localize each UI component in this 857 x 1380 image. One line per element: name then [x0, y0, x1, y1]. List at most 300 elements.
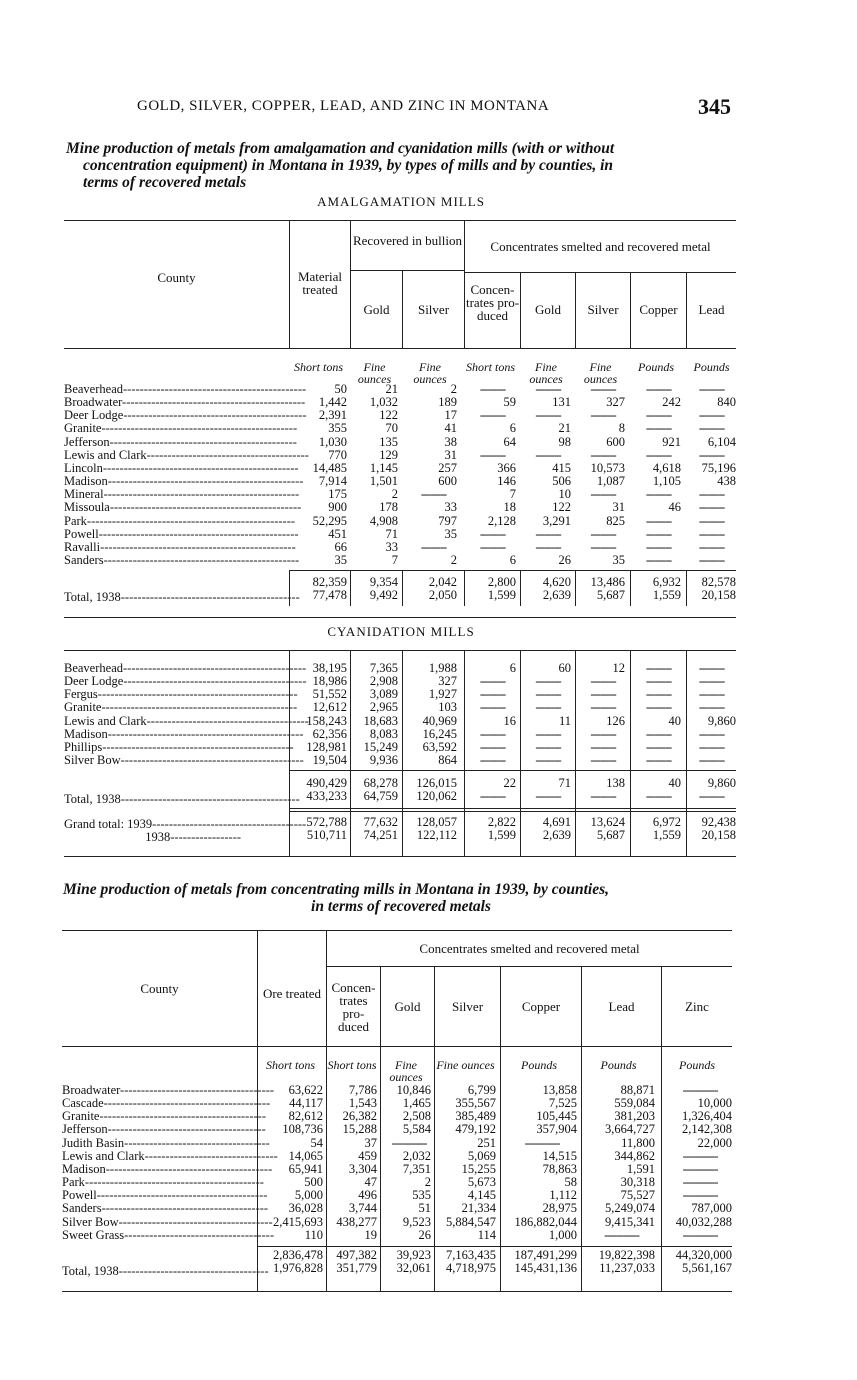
empty-cell: -----------	[682, 1188, 718, 1203]
table-cell: 12,612	[312, 700, 347, 715]
county-label: Park-------------------------------------------	[62, 1175, 264, 1190]
table-cell: 921	[662, 434, 681, 449]
table-cell: 78,863	[542, 1161, 577, 1176]
rule	[289, 570, 736, 571]
table-cell: 6,104	[707, 434, 736, 449]
total-cell: 2,800	[487, 575, 516, 589]
table-cell: 62,356	[312, 726, 347, 741]
table-cell: 50	[334, 382, 347, 396]
table-cell: 600	[438, 474, 457, 489]
table-cell: 2,415,693	[273, 1214, 323, 1229]
empty-cell: --------	[479, 674, 506, 689]
total-1938-cell: 433,233	[306, 789, 347, 803]
empty-cell: --------	[645, 661, 672, 675]
table-cell: 10	[558, 487, 571, 502]
empty-cell: -----------	[682, 1175, 718, 1190]
total-cell: 497,382	[336, 1248, 377, 1262]
empty-cell: --------	[420, 539, 447, 554]
county-label: Deer Lodge--------------------------------------------	[64, 674, 307, 689]
table-cell: 108,736	[282, 1122, 323, 1137]
rule	[326, 1046, 327, 1291]
empty-cell: --------	[645, 700, 672, 715]
empty-cell: --------	[645, 447, 672, 462]
county-label: Granite-----------------------------------------------	[64, 421, 298, 436]
county-label: Sanders----------------------------------------	[62, 1201, 269, 1216]
table-cell: 11	[558, 713, 571, 728]
empty-cell: --------	[479, 739, 506, 754]
empty-cell: --------	[479, 408, 506, 423]
table-cell: 1,000	[548, 1227, 577, 1242]
total-cell: 39,923	[396, 1248, 431, 1262]
header-recovered-bullion: Recovered in bullion	[352, 233, 463, 248]
table-cell: 2,391	[318, 408, 347, 423]
county-label: Lewis and Clark--------------------------------	[62, 1148, 278, 1163]
total-cell: 71	[558, 776, 571, 790]
table-cell: 103	[438, 700, 457, 715]
running-header	[0, 96, 857, 120]
table-cell: 40,032,288	[675, 1214, 732, 1229]
table-cell: 355,567	[455, 1096, 496, 1111]
rule	[686, 570, 687, 606]
table-cell: 5,000	[294, 1188, 323, 1203]
table-cell: 1,988	[428, 661, 457, 675]
table-cell: 135	[379, 434, 398, 449]
empty-cell: --------	[535, 674, 561, 689]
table-cell: 31	[612, 500, 625, 515]
table-cell: 438,277	[336, 1214, 377, 1229]
table-cell: 122	[379, 408, 398, 423]
rule	[630, 570, 631, 606]
table-cell: 3,291	[542, 513, 571, 528]
table-cell: 110	[304, 1227, 323, 1242]
empty-cell: --------	[590, 447, 616, 462]
rule	[686, 650, 687, 856]
total-1938-cell: 5,561,167	[682, 1261, 732, 1275]
rule	[575, 650, 576, 856]
rule	[661, 1046, 662, 1291]
county-label: Mineral-----------------------------------------------	[64, 487, 300, 502]
empty-cell: -----------	[524, 1135, 560, 1150]
table-cell: 59	[503, 395, 516, 410]
grand-total-cell: 572,788	[306, 815, 347, 829]
total-1938-cell: 2,050	[428, 588, 457, 602]
table-cell: 3,664,727	[605, 1122, 655, 1137]
empty-cell: --------	[590, 526, 616, 541]
table-cell: 131	[552, 395, 571, 410]
rule	[575, 570, 576, 606]
empty-cell: --------	[698, 382, 725, 396]
empty-cell: --------	[479, 382, 506, 396]
header-copper: Copper	[639, 302, 678, 317]
unit-label: Fine ounces	[357, 360, 392, 386]
total-cell: 9,860	[707, 776, 736, 790]
table-cell: 75,527	[620, 1188, 655, 1203]
total-1938-cell: 64,759	[363, 789, 398, 803]
empty-cell: --------	[645, 526, 672, 541]
table-cell: 44,117	[289, 1096, 323, 1111]
table2-title	[63, 881, 739, 915]
table-cell: 535	[412, 1188, 431, 1203]
table-cell: 327	[606, 395, 625, 410]
table-cell: 15,249	[363, 739, 398, 754]
empty-cell: --------	[645, 382, 672, 396]
county-label: Ravalli-----------------------------------------------	[64, 539, 296, 554]
table-cell: 825	[606, 513, 625, 528]
table-cell: 7,525	[548, 1096, 577, 1111]
table-cell: 65,941	[288, 1161, 323, 1176]
table-cell: 70	[385, 421, 398, 436]
empty-cell: --------	[698, 421, 725, 436]
empty-cell: --------	[590, 487, 616, 502]
unit-label: Pounds	[521, 1058, 557, 1072]
table-cell: 9,860	[707, 713, 736, 728]
table-cell: 19	[364, 1227, 377, 1242]
total-cell: 40	[668, 776, 681, 790]
empty-cell: --------	[698, 726, 725, 741]
grand-1938-cell: 122,112	[416, 828, 457, 842]
table-cell: 2,508	[402, 1109, 431, 1124]
header-concentrates-group: Concentrates smelted and recovered metal	[419, 941, 640, 956]
unit-label: Pounds	[679, 1058, 715, 1072]
total-cell: 13,486	[590, 575, 625, 589]
grand-total-cell: 4,691	[542, 815, 571, 829]
header-silver: Silver	[451, 999, 484, 1014]
table-cell: 770	[328, 447, 347, 462]
total-1938-cell: 4,718,975	[446, 1261, 496, 1275]
empty-cell: --------	[535, 539, 561, 554]
total-1938-cell: 120,062	[416, 789, 457, 803]
total-1938-cell: 32,061	[396, 1261, 431, 1275]
table-cell: 8,083	[369, 726, 398, 741]
county-label: Sanders-----------------------------------------------	[64, 552, 300, 567]
county-label: Silver Bow-------------------------------------	[62, 1214, 273, 1229]
table-cell: 21	[385, 382, 398, 396]
empty-cell: --------	[590, 739, 616, 754]
table-cell: 10,000	[697, 1096, 732, 1111]
total-1938-cell: 20,158	[701, 588, 736, 602]
table-cell: 33	[444, 500, 457, 515]
table-cell: 496	[358, 1188, 377, 1203]
empty-cell: --------	[535, 789, 561, 803]
grand-total-cell: 6,972	[652, 815, 681, 829]
section-amalgamation: AMALGAMATION MILLS	[317, 194, 485, 209]
table-cell: 10,573	[590, 460, 625, 475]
table-cell: 251	[477, 1135, 496, 1150]
county-label: Lewis and Clark---------------------------------------	[64, 447, 309, 462]
total-1938-cell: 77,478	[312, 588, 347, 602]
empty-cell: --------	[698, 500, 725, 515]
empty-cell: --------	[590, 700, 616, 715]
empty-cell: --------	[420, 487, 447, 502]
unit-label: Pounds	[693, 360, 730, 374]
table-cell: 21,334	[461, 1201, 496, 1216]
table2-title-line: Mine production of metals from concentrating mills in Montana in 1939, by counties,	[63, 881, 610, 898]
table-cell: 355	[328, 421, 347, 436]
unit-label: Short tons	[265, 1058, 315, 1072]
county-label: Granite----------------------------------------	[62, 1109, 266, 1124]
grand-1938-cell: 5,687	[596, 828, 625, 842]
table-cell: 500	[304, 1175, 323, 1190]
rule	[464, 272, 736, 273]
table-cell: 17	[444, 408, 457, 423]
header-gold: Gold	[363, 302, 390, 317]
table1-title	[66, 140, 614, 191]
table-cell: 16	[503, 713, 516, 728]
table-cell: 5,249,074	[605, 1201, 655, 1216]
table-cell: 5,584	[402, 1122, 431, 1137]
table-cell: 344,862	[614, 1148, 655, 1163]
table-cell: 28,975	[542, 1201, 577, 1216]
table-cell: 186,882,044	[514, 1214, 577, 1229]
county-label: Missoula----------------------------------------------	[64, 500, 302, 515]
empty-cell: --------	[479, 789, 506, 803]
county-label: Beaverhead--------------------------------------------	[64, 382, 307, 396]
grand-total-cell: 77,632	[363, 815, 398, 829]
rule	[64, 348, 736, 349]
table-cell: 6	[509, 661, 516, 675]
table-cell: 415	[552, 460, 571, 475]
table-cell: 5,673	[467, 1175, 496, 1190]
table-cell: 129	[379, 447, 398, 462]
table-cell: 14,065	[288, 1148, 323, 1163]
table-cell: 40,969	[422, 713, 457, 728]
table-cell: 33	[385, 539, 398, 554]
rule	[62, 1046, 732, 1047]
table-cell: 18	[503, 500, 516, 515]
county-label: Deer Lodge--------------------------------------------	[64, 408, 307, 423]
table-cell: 9,523	[402, 1214, 431, 1229]
county-label: Madison-----------------------------------------------	[64, 474, 304, 489]
table-cell: 2	[450, 552, 457, 567]
table-cell: 6	[509, 421, 516, 436]
table-cell: 385,489	[455, 1109, 496, 1124]
empty-cell: --------	[590, 687, 616, 702]
empty-cell: --------	[535, 700, 561, 715]
table-cell: 26	[558, 552, 571, 567]
total-cell: 2,836,478	[273, 1248, 323, 1262]
table-cell: 21	[558, 421, 571, 436]
table-cell: 18,986	[312, 674, 347, 689]
table-cell: 38,195	[312, 661, 347, 675]
empty-cell: --------	[479, 700, 506, 715]
table-cell: 5,069	[467, 1148, 496, 1163]
table-cell: 82,612	[288, 1109, 323, 1124]
total-1938-cell: 1,599	[487, 588, 516, 602]
total-cell: 126,015	[416, 776, 457, 790]
table-cell: 1,442	[318, 395, 347, 410]
rule	[64, 220, 736, 221]
table1-title-line: concentration equipment) in Montana in 1939, by types of mills and by counties, in	[83, 157, 614, 174]
table-cell: 31	[444, 447, 457, 462]
empty-cell: --------	[698, 513, 725, 528]
table-cell: 2	[391, 487, 398, 502]
empty-cell: --------	[590, 753, 616, 768]
total-cell: 6,932	[652, 575, 681, 589]
county-label: Fergus------------------------------------------------	[64, 687, 298, 702]
empty-cell: --------	[645, 487, 672, 502]
table-cell: 88,871	[620, 1083, 655, 1097]
header-concentrates-produced: Concen- trates pro- duced	[331, 980, 376, 1034]
total-cell: 4,620	[542, 575, 571, 589]
table-cell: 8	[618, 421, 625, 436]
table-cell: 1,591	[626, 1161, 655, 1176]
rule	[520, 570, 521, 606]
grand-total-label: Grand total: 1939-------------------------------------	[64, 817, 307, 831]
table-cell: 41	[444, 421, 457, 436]
empty-cell: --------	[535, 687, 561, 702]
empty-cell: --------	[535, 447, 561, 462]
rule	[257, 1046, 258, 1291]
table-cell: 14,515	[542, 1148, 577, 1163]
empty-cell: --------	[590, 674, 616, 689]
empty-cell: --------	[479, 539, 506, 554]
empty-cell: --------	[590, 382, 616, 396]
empty-cell: --------	[698, 526, 725, 541]
rule	[62, 930, 732, 931]
table-cell: 4,618	[652, 460, 681, 475]
grand-1938-label: 1938-----------------	[64, 830, 242, 844]
rule	[581, 1046, 582, 1291]
empty-cell: --------	[590, 408, 616, 423]
total-1938-cell: 11,237,033	[599, 1261, 655, 1275]
total-1938-label: Total, 1938------------------------------------	[62, 1264, 269, 1278]
rule	[64, 856, 736, 857]
total-1938-cell: 9,492	[369, 588, 398, 602]
table-cell: 7,914	[318, 474, 347, 489]
table-cell: 1,030	[318, 434, 347, 449]
table-cell: 1,326,404	[682, 1109, 732, 1124]
county-label: Park--------------------------------------------------	[64, 513, 296, 528]
empty-cell: --------	[698, 487, 725, 502]
table-cell: 105,445	[536, 1109, 577, 1124]
empty-cell: -----------	[682, 1161, 718, 1176]
table-cell: 4,145	[467, 1188, 496, 1203]
table-cell: 114	[477, 1227, 496, 1242]
table-cell: 1,032	[369, 395, 398, 410]
total-1938-cell: 1,559	[652, 588, 681, 602]
total-1938-cell: 351,779	[336, 1261, 377, 1275]
grand-1938-cell: 2,639	[542, 828, 571, 842]
table-cell: 126	[606, 713, 625, 728]
header-copper: Copper	[521, 999, 561, 1014]
county-label: Silver Bow--------------------------------------------	[64, 753, 304, 768]
grand-1938-cell: 510,711	[306, 828, 347, 842]
total-cell: 138	[606, 776, 625, 790]
table-cell: 6	[509, 552, 516, 567]
table-cell: 2,032	[402, 1148, 431, 1163]
table-cell: 7	[509, 487, 516, 502]
county-label: Lincoln-----------------------------------------------	[64, 460, 299, 475]
table-cell: 158,243	[306, 713, 347, 728]
empty-cell: -----------	[682, 1083, 718, 1097]
rule	[289, 650, 290, 856]
table-cell: 46	[668, 500, 681, 515]
empty-cell: --------	[698, 661, 725, 675]
empty-cell: --------	[535, 408, 561, 423]
grand-1938-cell: 1,559	[652, 828, 681, 842]
county-label: Sweet Grass------------------------------------	[62, 1227, 274, 1242]
empty-cell: --------	[645, 739, 672, 754]
table-cell: 1,145	[369, 460, 398, 475]
table-cell: 9,415,341	[605, 1214, 655, 1229]
table-cell: 64	[503, 434, 516, 449]
county-label: Powell-----------------------------------------	[62, 1188, 268, 1203]
total-1938-label: Total, 1938-------------------------------------------	[64, 792, 300, 806]
table-cell: 438	[717, 474, 736, 489]
table-cell: 3,744	[348, 1201, 377, 1216]
empty-cell: --------	[645, 513, 672, 528]
table2-title-line: in terms of recovered metals	[311, 898, 491, 915]
table-cell: 7,351	[402, 1161, 431, 1176]
empty-cell: --------	[645, 408, 672, 423]
unit-label: Short tons	[327, 1058, 377, 1072]
header-zinc: Zinc	[685, 999, 709, 1014]
table-cell: 128,981	[306, 739, 347, 754]
unit-label: Fine ounces	[583, 360, 618, 386]
empty-cell: --------	[645, 687, 672, 702]
rule	[464, 570, 465, 606]
empty-cell: --------	[479, 687, 506, 702]
county-label: Lewis and Clark---------------------------------------	[64, 713, 309, 728]
header-county: County	[140, 981, 179, 996]
rule	[350, 270, 464, 271]
table-cell: 51,552	[312, 687, 347, 702]
table-cell: 63,622	[288, 1083, 323, 1097]
header-ore-treated: Ore treated	[262, 986, 322, 1001]
table-cell: 175	[328, 487, 347, 502]
rule	[64, 617, 736, 618]
table-cell: 242	[662, 395, 681, 410]
grand-total-cell: 128,057	[416, 815, 457, 829]
grand-1938-cell: 74,251	[363, 828, 398, 842]
county-label: Broadwater--------------------------------------------	[64, 395, 306, 410]
empty-cell: --------	[590, 789, 616, 803]
rule	[380, 1046, 381, 1291]
empty-cell: --------	[645, 421, 672, 436]
table-cell: 3,089	[369, 687, 398, 702]
empty-cell: --------	[698, 700, 725, 715]
table-cell: 40	[668, 713, 681, 728]
table-cell: 327	[438, 674, 457, 689]
total-cell: 44,320,000	[675, 1248, 732, 1262]
table-cell: 38	[444, 434, 457, 449]
total-cell: 7,163,435	[446, 1248, 496, 1262]
grand-total-cell: 13,624	[590, 815, 625, 829]
table-cell: 9,936	[369, 753, 398, 768]
empty-cell: --------	[645, 674, 672, 689]
table-cell: 479,192	[455, 1122, 496, 1137]
table-cell: 7,786	[348, 1083, 377, 1097]
rule	[402, 570, 403, 606]
table-cell: 122	[552, 500, 571, 515]
empty-cell: -----------	[682, 1148, 718, 1163]
table-cell: 559,084	[614, 1096, 655, 1111]
empty-cell: --------	[479, 726, 506, 741]
unit-label: Pounds	[638, 360, 674, 374]
table-cell: 7,365	[369, 661, 398, 675]
unit-label: Short tons	[293, 360, 343, 374]
table-cell: 52,295	[312, 513, 347, 528]
table-cell: 71	[385, 526, 398, 541]
header-conc-silver: Silver	[587, 302, 619, 317]
empty-cell: --------	[698, 753, 725, 768]
table-cell: 381,203	[614, 1109, 655, 1124]
table-cell: 26,382	[342, 1109, 377, 1124]
empty-cell: --------	[645, 789, 672, 803]
table-cell: 35	[334, 552, 347, 567]
table-cell: 2	[450, 382, 457, 396]
table-cell: 1,543	[348, 1096, 377, 1111]
